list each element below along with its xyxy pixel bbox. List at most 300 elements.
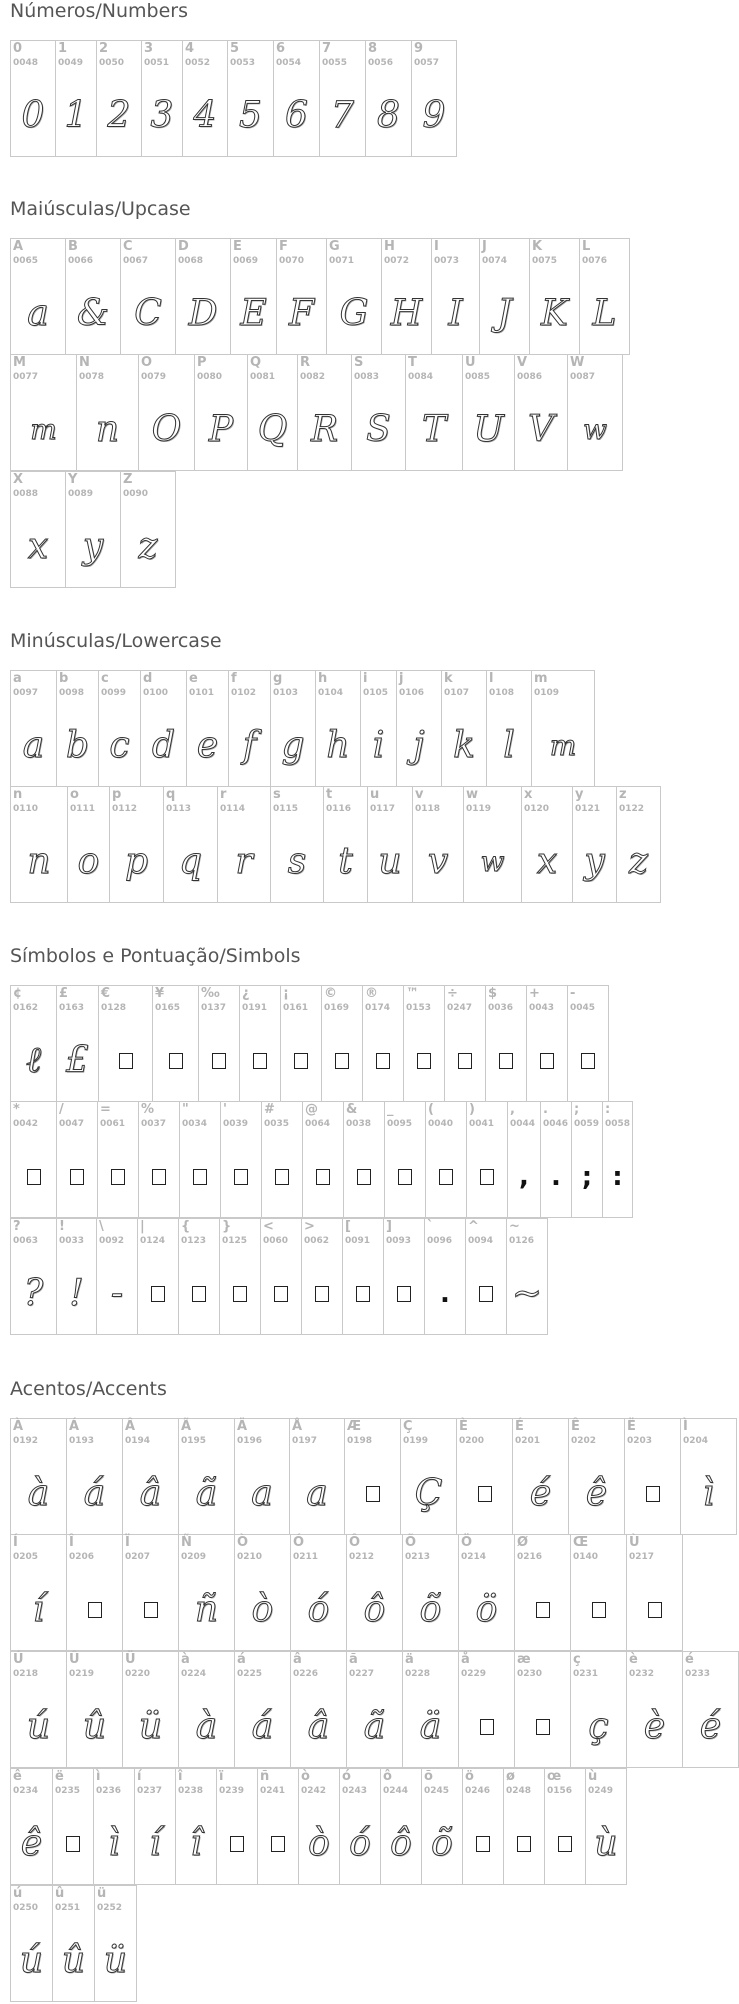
glyph-sample: i bbox=[372, 725, 385, 766]
character-label: ^ bbox=[468, 1219, 479, 1234]
glyph-row bbox=[10, 355, 630, 472]
glyph-sample: V bbox=[528, 409, 554, 450]
character-code: 0088 bbox=[13, 489, 39, 499]
missing-glyph-box bbox=[180, 1142, 220, 1212]
glyph-cell bbox=[10, 1101, 57, 1218]
character-label: Z bbox=[123, 472, 133, 487]
glyph-cell bbox=[465, 1218, 507, 1335]
glyph-cell bbox=[682, 1651, 739, 1768]
glyph-cell bbox=[97, 1101, 139, 1218]
character-code: 0068 bbox=[178, 256, 204, 266]
character-label: A bbox=[13, 239, 24, 254]
character-label: U bbox=[465, 355, 476, 370]
character-label: T bbox=[408, 355, 417, 370]
character-label: h bbox=[318, 671, 328, 686]
character-label: € bbox=[101, 986, 111, 1001]
character-label: p bbox=[112, 787, 122, 802]
glyph-sample: a bbox=[22, 725, 45, 766]
character-label: ä bbox=[405, 1652, 414, 1667]
character-code: 0074 bbox=[482, 256, 508, 266]
glyph-cell bbox=[56, 670, 99, 787]
glyph-cell bbox=[531, 670, 595, 787]
glyph-sample: y bbox=[584, 841, 605, 882]
character-code: 0169 bbox=[324, 1003, 350, 1013]
character-code: 0121 bbox=[575, 804, 601, 814]
missing-glyph-box bbox=[571, 1575, 626, 1645]
character-code: 0102 bbox=[231, 688, 257, 698]
character-label: 3 bbox=[144, 41, 154, 56]
missing-glyph-box bbox=[98, 1142, 138, 1212]
glyph-cell bbox=[289, 1418, 345, 1535]
character-label: Ú bbox=[13, 1652, 24, 1667]
character-code: 0114 bbox=[220, 804, 246, 814]
character-label: ö bbox=[465, 1769, 474, 1784]
character-label: Ó bbox=[293, 1535, 305, 1550]
glyph-sample: ò bbox=[251, 1589, 274, 1630]
glyph-cell bbox=[503, 1768, 545, 1885]
glyph-cell bbox=[234, 1534, 291, 1651]
character-code: 0232 bbox=[629, 1669, 655, 1679]
character-code: 0122 bbox=[619, 804, 645, 814]
character-label: K bbox=[532, 239, 543, 254]
character-code: 0098 bbox=[59, 688, 85, 698]
character-code: 0239 bbox=[219, 1786, 245, 1796]
glyph-cell bbox=[120, 471, 176, 588]
glyph-sample: ì bbox=[108, 1823, 120, 1864]
glyph-cell bbox=[10, 471, 66, 588]
character-label: ¿ bbox=[242, 986, 250, 1001]
glyph-cell bbox=[56, 985, 99, 1102]
glyph-cell bbox=[65, 238, 121, 355]
glyph-sample: S bbox=[366, 409, 391, 450]
glyph-cell bbox=[94, 1885, 137, 2002]
glyph-cell bbox=[463, 786, 522, 903]
glyph-cell bbox=[52, 1768, 94, 1885]
glyph-cell bbox=[234, 1651, 291, 1768]
character-label: ? bbox=[13, 1219, 21, 1234]
character-code: 0201 bbox=[515, 1436, 541, 1446]
character-label: { bbox=[181, 1219, 191, 1234]
glyph-cell bbox=[570, 1651, 627, 1768]
character-label: B bbox=[68, 239, 78, 254]
glyph-sample: U bbox=[473, 409, 504, 450]
missing-glyph-box bbox=[139, 1142, 179, 1212]
character-label: g bbox=[273, 671, 283, 686]
glyph-sample: ! bbox=[69, 1273, 84, 1314]
glyph-cell bbox=[321, 985, 363, 1102]
glyph-sample: e bbox=[196, 725, 219, 766]
character-label: ÷ bbox=[447, 986, 458, 1001]
glyph-cell bbox=[10, 1651, 67, 1768]
missing-glyph-box bbox=[504, 1809, 544, 1879]
character-label: ¥ bbox=[155, 986, 165, 1001]
character-code: 0219 bbox=[69, 1669, 95, 1679]
missing-glyph-box bbox=[57, 1142, 97, 1212]
glyph-cell bbox=[186, 670, 229, 787]
glyph-cell bbox=[141, 40, 183, 157]
glyph-sample: ú bbox=[19, 1940, 44, 1981]
character-code: 0249 bbox=[588, 1786, 614, 1796]
glyph-cell bbox=[239, 985, 281, 1102]
glyph-cell bbox=[216, 1768, 258, 1885]
character-label: Ù bbox=[629, 1535, 640, 1550]
character-code: 0163 bbox=[59, 1003, 85, 1013]
character-code: 0071 bbox=[329, 256, 355, 266]
glyph-cell bbox=[175, 238, 231, 355]
character-label: $ bbox=[488, 986, 498, 1001]
glyph-cell bbox=[456, 1418, 513, 1535]
glyph-cell bbox=[319, 40, 366, 157]
glyph-cell bbox=[381, 238, 432, 355]
character-label: ; bbox=[574, 1102, 580, 1117]
character-code: 0218 bbox=[13, 1669, 39, 1679]
character-label: e bbox=[189, 671, 198, 686]
character-label: Q bbox=[250, 355, 262, 370]
glyph-cell bbox=[257, 1768, 299, 1885]
glyph-cell bbox=[514, 1651, 571, 1768]
glyph-cell bbox=[458, 1651, 515, 1768]
glyph-grid bbox=[10, 985, 633, 1336]
glyph-sample: w bbox=[480, 845, 505, 878]
glyph-sample: z bbox=[629, 841, 648, 882]
glyph-row bbox=[10, 1102, 633, 1219]
glyph-cell bbox=[302, 1101, 344, 1218]
glyph-cell bbox=[367, 786, 413, 903]
character-label: £ bbox=[59, 986, 69, 1001]
glyph-cell bbox=[529, 238, 580, 355]
character-code: 0200 bbox=[459, 1436, 485, 1446]
character-code: 0229 bbox=[461, 1669, 487, 1679]
character-label: + bbox=[529, 986, 540, 1001]
glyph-sample: R bbox=[310, 409, 339, 450]
character-label: " bbox=[182, 1102, 189, 1117]
glyph-cell bbox=[227, 40, 274, 157]
missing-glyph-box bbox=[153, 1026, 198, 1096]
character-code: 0052 bbox=[185, 58, 211, 68]
character-code: 0243 bbox=[342, 1786, 368, 1796]
character-code: 0045 bbox=[570, 1003, 596, 1013]
glyph-cell bbox=[346, 1651, 403, 1768]
character-label: è bbox=[629, 1652, 638, 1667]
missing-glyph-box bbox=[466, 1259, 506, 1329]
character-label: t bbox=[326, 787, 333, 802]
glyph-sample: ü bbox=[138, 1706, 163, 1747]
glyph-cell bbox=[10, 40, 56, 157]
character-label: û bbox=[55, 1886, 65, 1901]
missing-glyph-box bbox=[345, 1459, 400, 1529]
character-code: 0119 bbox=[466, 804, 492, 814]
character-code: 0058 bbox=[605, 1119, 631, 1129]
glyph-cell bbox=[270, 786, 324, 903]
character-label: : bbox=[605, 1102, 611, 1117]
missing-glyph-box bbox=[515, 1692, 570, 1762]
glyph-cell bbox=[326, 238, 382, 355]
character-label: Æ bbox=[347, 1419, 362, 1434]
glyph-cell bbox=[178, 1418, 235, 1535]
character-code: 0233 bbox=[685, 1669, 711, 1679]
glyph-grid bbox=[10, 670, 661, 904]
character-label: Y bbox=[68, 472, 78, 487]
character-label: Ñ bbox=[181, 1535, 192, 1550]
character-code: 0041 bbox=[469, 1119, 495, 1129]
glyph-cell bbox=[298, 1768, 340, 1885]
character-label: d bbox=[143, 671, 153, 686]
missing-glyph-box bbox=[220, 1259, 260, 1329]
glyph-cell bbox=[120, 238, 176, 355]
character-label: 7 bbox=[322, 41, 332, 56]
glyph-sample: à bbox=[195, 1706, 218, 1747]
glyph-sample: í bbox=[149, 1823, 161, 1864]
glyph-row bbox=[10, 1219, 633, 1336]
missing-glyph-box bbox=[344, 1142, 384, 1212]
character-code: 0202 bbox=[571, 1436, 597, 1446]
character-code: 0070 bbox=[279, 256, 305, 266]
character-code: 0035 bbox=[264, 1119, 290, 1129]
character-label: ‰ bbox=[201, 986, 220, 1001]
character-code: 0226 bbox=[293, 1669, 319, 1679]
glyph-cell bbox=[479, 238, 530, 355]
character-label: 5 bbox=[230, 41, 240, 56]
glyph-cell bbox=[179, 1101, 221, 1218]
character-code: 0198 bbox=[347, 1436, 373, 1446]
missing-glyph-box bbox=[303, 1142, 343, 1212]
character-label: o bbox=[70, 787, 79, 802]
character-code: 0094 bbox=[468, 1236, 494, 1246]
glyph-sample: 6 bbox=[285, 95, 308, 136]
character-label: w bbox=[466, 787, 479, 802]
character-label: ç bbox=[573, 1652, 581, 1667]
character-label: õ bbox=[424, 1769, 433, 1784]
glyph-sample: î bbox=[190, 1823, 202, 1864]
glyph-sample: m bbox=[549, 729, 577, 762]
character-label: L bbox=[582, 239, 591, 254]
glyph-cell bbox=[198, 985, 240, 1102]
character-label: ó bbox=[342, 1769, 351, 1784]
glyph-sample: ä bbox=[419, 1706, 442, 1747]
glyph-cell bbox=[506, 1218, 548, 1335]
glyph-sample: ò bbox=[308, 1823, 330, 1864]
character-label: Ø bbox=[517, 1535, 529, 1550]
character-code: 0113 bbox=[166, 804, 192, 814]
character-code: 0080 bbox=[197, 372, 223, 382]
glyph-cell bbox=[138, 1101, 180, 1218]
glyph-sample: . bbox=[440, 1279, 450, 1309]
character-label: , bbox=[510, 1102, 515, 1117]
character-label: ( bbox=[428, 1102, 434, 1117]
character-label: Á bbox=[69, 1419, 80, 1434]
glyph-cell bbox=[96, 40, 142, 157]
character-code: 0197 bbox=[292, 1436, 318, 1446]
character-code: 0033 bbox=[59, 1236, 85, 1246]
glyph-sample: ô bbox=[363, 1589, 386, 1630]
character-label: H bbox=[384, 239, 395, 254]
character-label: ê bbox=[13, 1769, 22, 1784]
character-code: 0214 bbox=[461, 1552, 487, 1562]
character-code: 0095 bbox=[387, 1119, 413, 1129]
character-label: Œ bbox=[573, 1535, 589, 1550]
character-label: } bbox=[222, 1219, 232, 1234]
glyph-cell bbox=[137, 1218, 179, 1335]
missing-glyph-box bbox=[343, 1259, 383, 1329]
missing-glyph-box bbox=[515, 1575, 570, 1645]
glyph-sample: ì bbox=[702, 1473, 715, 1514]
character-label: P bbox=[197, 355, 207, 370]
character-label: Ä bbox=[237, 1419, 248, 1434]
glyph-cell bbox=[10, 1534, 67, 1651]
character-code: 0054 bbox=[276, 58, 302, 68]
character-code: 0225 bbox=[237, 1669, 263, 1679]
character-label: 1 bbox=[58, 41, 68, 56]
character-label: u bbox=[370, 787, 380, 802]
glyph-cell bbox=[362, 985, 404, 1102]
glyph-sample: n bbox=[95, 409, 120, 450]
character-code: 0079 bbox=[141, 372, 167, 382]
glyph-sample: ê bbox=[585, 1473, 608, 1514]
character-label: Ô bbox=[349, 1535, 361, 1550]
glyph-cell bbox=[462, 354, 515, 471]
missing-glyph-box bbox=[302, 1259, 342, 1329]
character-label: C bbox=[123, 239, 133, 254]
glyph-sample: û bbox=[61, 1940, 86, 1981]
glyph-cell bbox=[344, 1418, 401, 1535]
character-label: ô bbox=[383, 1769, 392, 1784]
glyph-cell bbox=[507, 1101, 541, 1218]
glyph-sample: £ bbox=[66, 1040, 89, 1081]
character-code: 0103 bbox=[273, 688, 299, 698]
character-label: å bbox=[461, 1652, 470, 1667]
glyph-sample: d bbox=[151, 725, 176, 766]
glyph-cell bbox=[10, 1768, 53, 1885]
character-label: j bbox=[399, 671, 404, 686]
glyph-cell bbox=[122, 1651, 179, 1768]
glyph-cell bbox=[163, 786, 218, 903]
character-code: 0217 bbox=[629, 1552, 655, 1562]
glyph-cell bbox=[10, 985, 57, 1102]
glyph-sample: r bbox=[235, 841, 253, 882]
glyph-cell bbox=[52, 1885, 95, 2002]
missing-glyph-box bbox=[459, 1692, 514, 1762]
missing-glyph-box bbox=[240, 1026, 280, 1096]
character-code: 0162 bbox=[13, 1003, 39, 1013]
character-code: 0140 bbox=[573, 1552, 599, 1562]
glyph-cell bbox=[220, 1101, 262, 1218]
glyph-sample: 2 bbox=[107, 95, 131, 136]
character-code: 0241 bbox=[260, 1786, 286, 1796]
character-label: \ bbox=[99, 1219, 104, 1234]
glyph-sample: q bbox=[178, 841, 203, 882]
glyph-cell bbox=[56, 1218, 97, 1335]
character-code: 0073 bbox=[434, 256, 460, 266]
missing-glyph-box bbox=[322, 1026, 362, 1096]
character-label: 6 bbox=[276, 41, 286, 56]
glyph-sample: x bbox=[536, 841, 558, 882]
glyph-cell bbox=[402, 1534, 459, 1651]
glyph-sample: á bbox=[251, 1706, 274, 1747]
character-code: 0161 bbox=[283, 1003, 309, 1013]
missing-glyph-box bbox=[457, 1459, 512, 1529]
glyph-cell bbox=[273, 40, 320, 157]
character-code: 0203 bbox=[627, 1436, 653, 1446]
glyph-cell bbox=[571, 1101, 603, 1218]
character-label: z bbox=[619, 787, 627, 802]
character-code: 0076 bbox=[582, 256, 608, 266]
glyph-cell bbox=[626, 1534, 683, 1651]
character-code: 0123 bbox=[181, 1236, 207, 1246]
character-label: ™ bbox=[406, 986, 419, 1001]
glyph-sample: I bbox=[448, 293, 463, 334]
character-label: J bbox=[482, 239, 487, 254]
glyph-sample: v bbox=[427, 841, 449, 882]
character-label: Ò bbox=[237, 1535, 249, 1550]
character-label: N bbox=[79, 355, 90, 370]
glyph-cell bbox=[521, 786, 573, 903]
character-code: 0036 bbox=[488, 1003, 514, 1013]
character-code: 0126 bbox=[509, 1236, 535, 1246]
character-code: 0224 bbox=[181, 1669, 207, 1679]
character-label: ì bbox=[96, 1769, 101, 1784]
glyph-cell bbox=[351, 354, 406, 471]
glyph-cell bbox=[315, 670, 361, 787]
glyph-sample: s bbox=[287, 841, 307, 882]
character-label: ø bbox=[506, 1769, 515, 1784]
character-label: . bbox=[543, 1102, 548, 1117]
missing-glyph-box bbox=[568, 1026, 608, 1096]
character-code: 0252 bbox=[97, 1903, 123, 1913]
character-label: y bbox=[575, 787, 584, 802]
character-code: 0247 bbox=[447, 1003, 473, 1013]
glyph-cell bbox=[458, 1534, 515, 1651]
glyph-sample: ? bbox=[23, 1273, 44, 1314]
glyph-cell bbox=[178, 1651, 235, 1768]
character-label: c bbox=[101, 671, 109, 686]
missing-glyph-box bbox=[217, 1809, 257, 1879]
missing-glyph-box bbox=[138, 1259, 178, 1329]
glyph-row bbox=[10, 670, 661, 787]
glyph-cell bbox=[122, 1534, 179, 1651]
character-code: 0210 bbox=[237, 1552, 263, 1562]
character-label: Â bbox=[125, 1419, 136, 1434]
missing-glyph-box bbox=[199, 1026, 239, 1096]
character-code: 0105 bbox=[363, 688, 389, 698]
character-label: < bbox=[263, 1219, 274, 1234]
glyph-cell bbox=[567, 985, 609, 1102]
character-label: W bbox=[570, 355, 585, 370]
character-label: = bbox=[100, 1102, 111, 1117]
character-code: 0090 bbox=[123, 489, 149, 499]
character-code: 0206 bbox=[69, 1552, 95, 1562]
glyph-sample: ç bbox=[588, 1706, 609, 1747]
glyph-cell bbox=[98, 985, 153, 1102]
character-code: 0118 bbox=[415, 804, 441, 814]
character-label: Ê bbox=[571, 1419, 580, 1434]
character-code: 0050 bbox=[99, 58, 125, 68]
character-code: 0204 bbox=[683, 1436, 709, 1446]
glyph-grid bbox=[10, 1418, 739, 2003]
glyph-sample: Q bbox=[257, 409, 288, 450]
glyph-sample: û bbox=[82, 1706, 107, 1747]
character-code: 0117 bbox=[370, 804, 396, 814]
character-code: 0100 bbox=[143, 688, 169, 698]
character-label: Ü bbox=[125, 1652, 136, 1667]
glyph-sample: ô bbox=[390, 1823, 412, 1864]
character-code: 0115 bbox=[273, 804, 299, 814]
glyph-cell bbox=[270, 670, 316, 787]
character-code: 0230 bbox=[517, 1669, 543, 1679]
glyph-cell bbox=[466, 1101, 508, 1218]
glyph-cell bbox=[396, 670, 442, 787]
character-code: 0039 bbox=[223, 1119, 249, 1129]
character-code: 0065 bbox=[13, 256, 39, 266]
